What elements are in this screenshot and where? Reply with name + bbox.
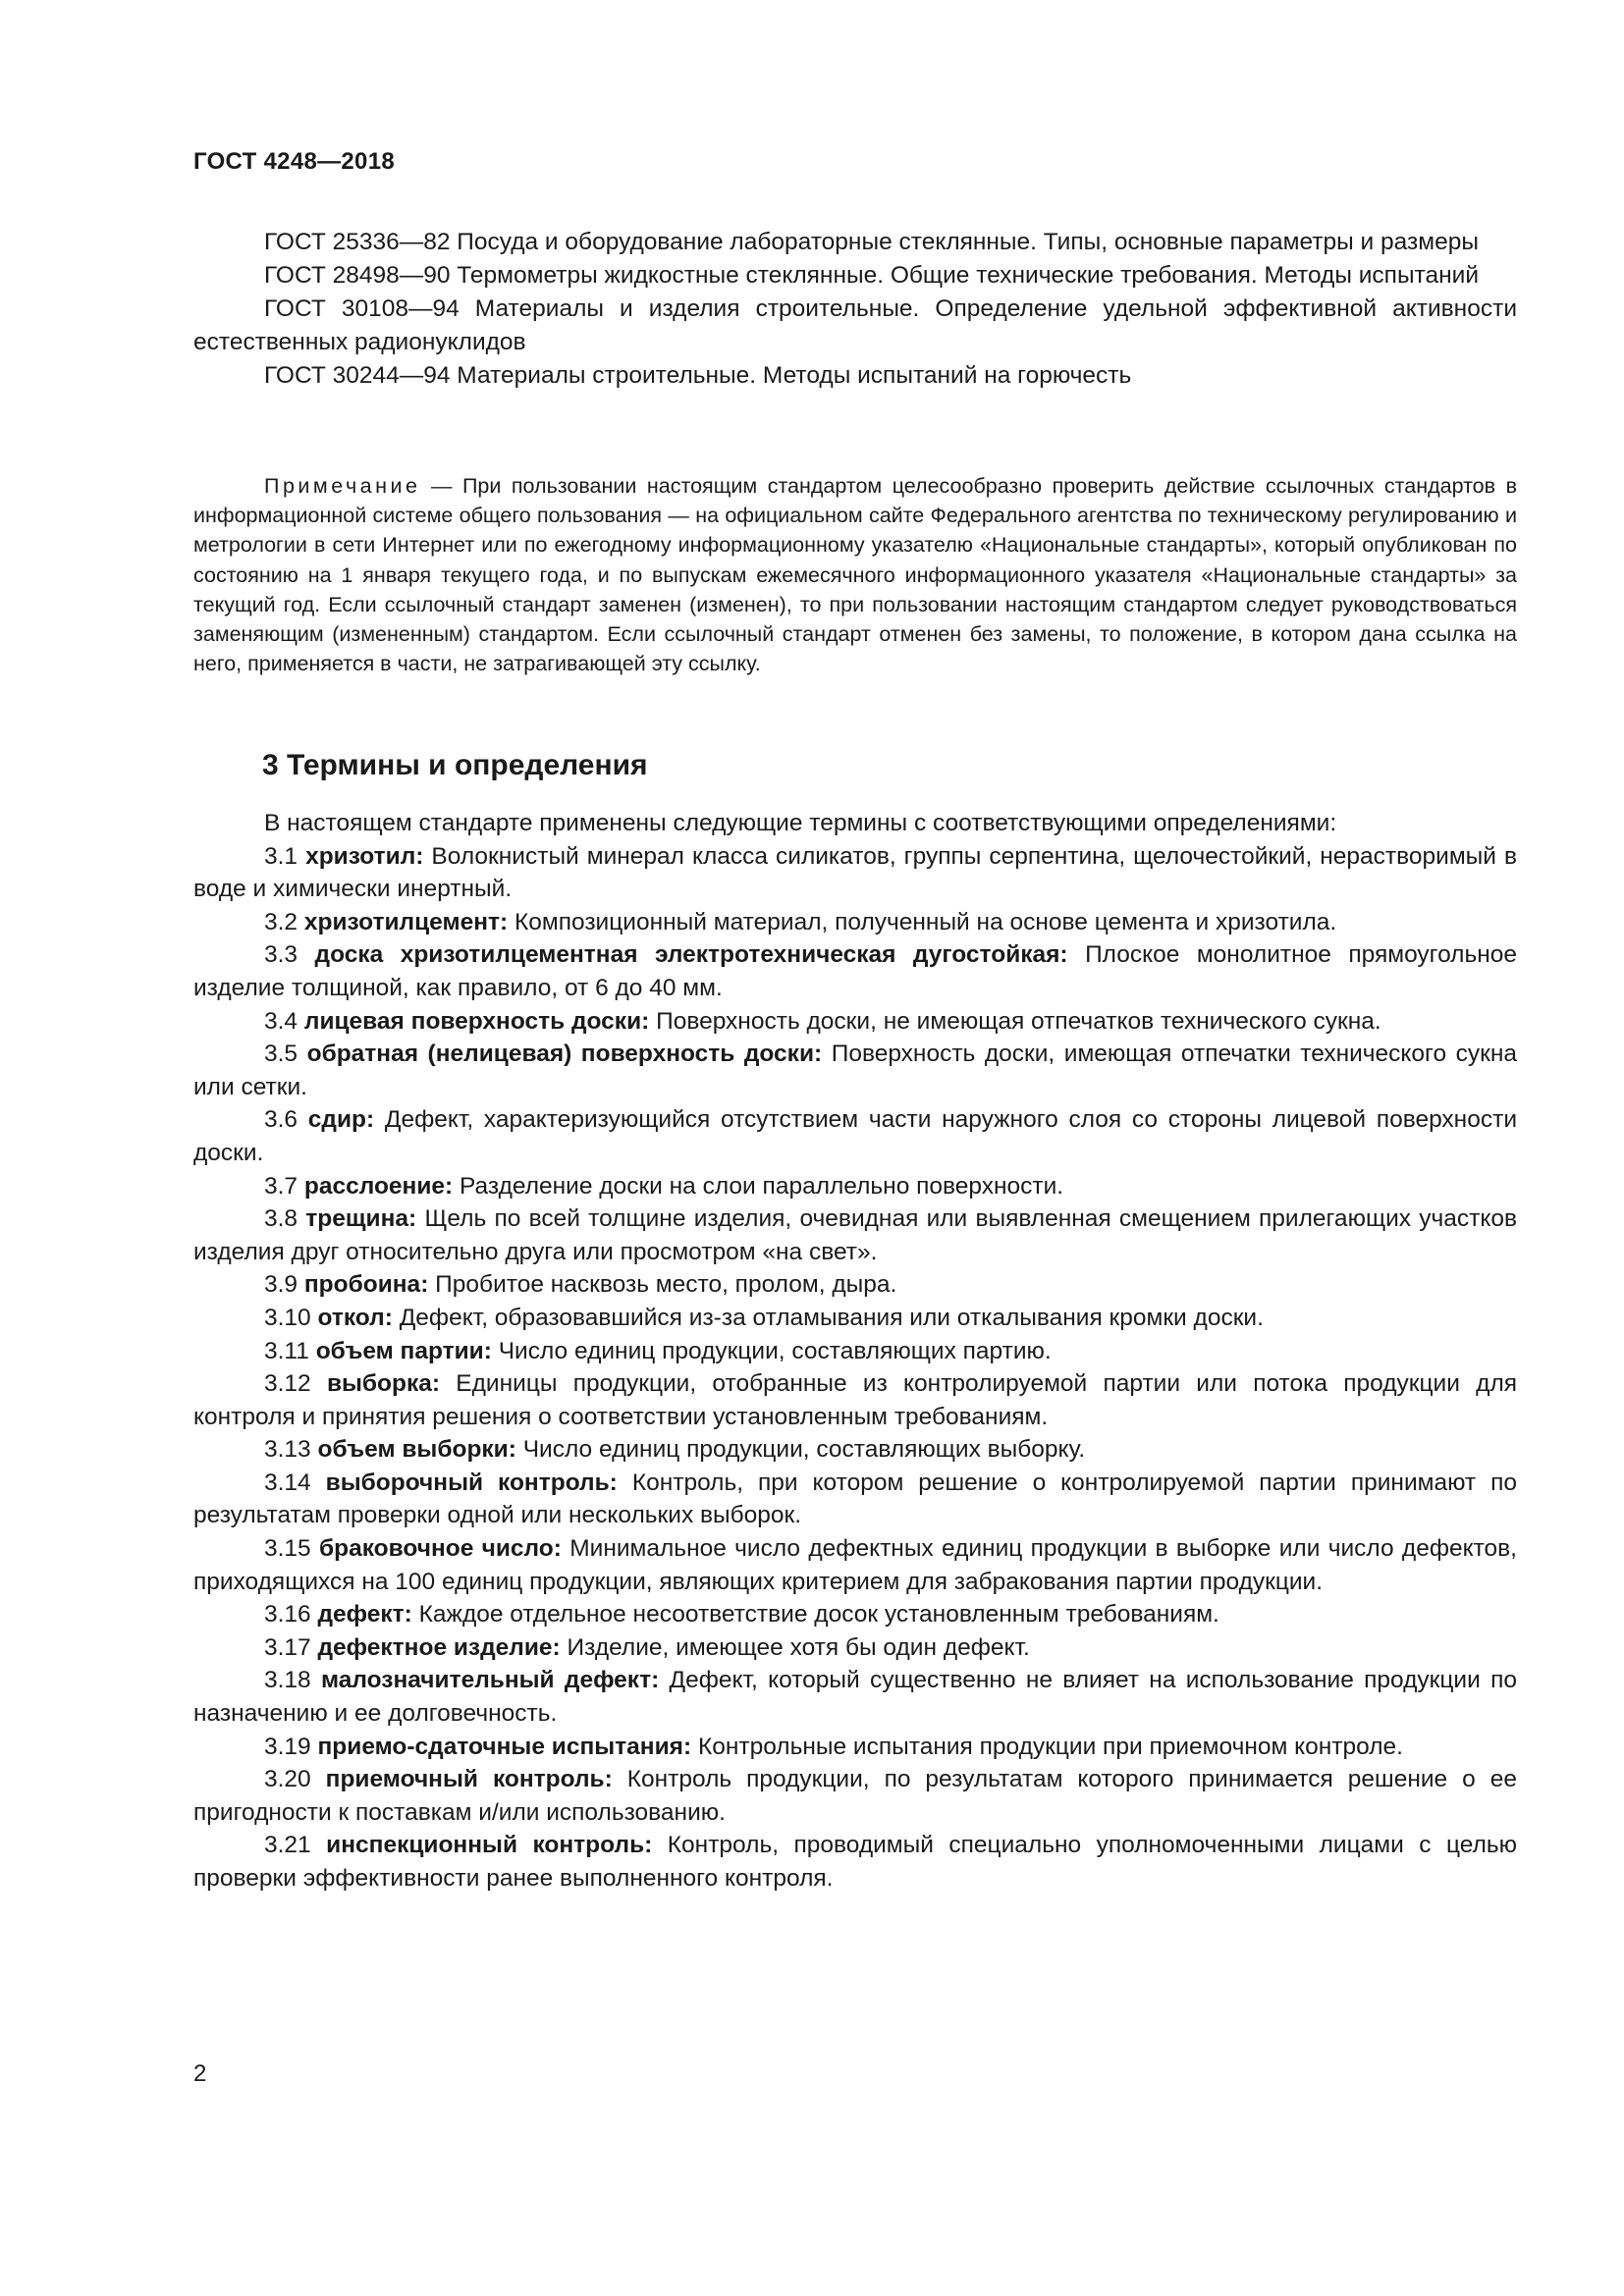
term-name: пробоина: — [303, 1271, 429, 1299]
term-definition: Щель по всей толщине изделия, очевидная или выявленная смещением прилегающих участков изделия друг относительно друга или просмотром «на свет». — [193, 1205, 1517, 1265]
term-definition: Контроль продукции, по результатам которого принимается решение о ее пригодности к поставкам и/или использованию. — [193, 1766, 1518, 1826]
term-number: 3.7 — [264, 1172, 298, 1200]
term-definition: Плоское монолитное прямоугольное изделие толщиной, как правило, от 6 до 40 мм. — [193, 941, 1517, 1001]
term-name: дефект: — [317, 1601, 412, 1629]
term-entry — [193, 1202, 1517, 1268]
term-name: дефектное изделие: — [317, 1633, 561, 1661]
term-definition: Единицы продукции, отобранные из контролируемой партии или потока продукции для контроля и принятия решения о соответствии установленным требованиям. — [193, 1370, 1518, 1430]
section-intro: В настоящем стандарте применены следующие термины с соответствующими определениями: — [264, 810, 1337, 836]
term-number: 3.21 — [264, 1832, 311, 1859]
term-entry — [193, 840, 1517, 906]
term-name: трещина: — [305, 1205, 417, 1233]
term-number: 3.1 — [264, 842, 298, 870]
term-definition: Пробитое насквозь место, пролом, дыра. — [435, 1271, 897, 1299]
term-name: обратная (нелицевая) поверхность доски: — [306, 1041, 823, 1068]
term-entry — [193, 1532, 1517, 1598]
term-entry — [193, 1367, 1517, 1433]
term-number: 3.12 — [264, 1370, 311, 1398]
term-entry — [193, 938, 1517, 1004]
term-name: откол: — [317, 1304, 393, 1331]
term-entry — [193, 1170, 1517, 1203]
term-definition: Дефект, образовавшийся из-за отламывания или откалывания кромки доски. — [399, 1304, 1264, 1331]
term-entry — [193, 1268, 1517, 1302]
normative-references-list — [193, 226, 1517, 393]
term-name: хризотилцемент: — [303, 908, 509, 935]
term-definition: Минимальное число дефектных единиц продукции в выборке или число дефектов, приходящихся на 100 единиц продукции, являющих критерием для забракования партии продукции. — [193, 1535, 1517, 1595]
term-definition: Контрольные испытания продукции при приемочном контроле. — [697, 1733, 1403, 1760]
term-definition: Число единиц продукции, составляющих партию. — [498, 1337, 1052, 1364]
term-definition: Число единиц продукции, составляющих выборку. — [522, 1436, 1086, 1464]
reference-item: ГОСТ 30244—94 Материалы строительные. Методы испытаний на горючесть — [264, 362, 1132, 389]
term-definition: Поверхность доски, имеющая отпечатки технического сукна или сетки. — [193, 1041, 1517, 1100]
term-name: сдир: — [307, 1106, 375, 1134]
term-name: приемо-сдаточные испытания: — [317, 1733, 692, 1760]
term-number: 3.20 — [264, 1766, 311, 1793]
term-name: инспекционный контроль: — [326, 1832, 653, 1859]
term-definition: Композиционный материал, полученный на основе цемента и хризотила. — [514, 908, 1337, 935]
term-definition: Контроль, проводимый специально уполномоченными лицами с целью проверки эффективности ранее выполненного контроля. — [193, 1832, 1518, 1892]
term-definition: Волокнистый минерал класса силикатов, группы серпентина, щелочестойкий, нерастворимый в воде и химически инертный. — [193, 842, 1517, 903]
term-entry — [193, 1335, 1517, 1368]
term-entry — [193, 906, 1517, 939]
term-number: 3.8 — [264, 1205, 298, 1233]
term-name: выборка: — [326, 1370, 441, 1398]
terms-list — [193, 807, 1517, 1896]
term-entry — [193, 1664, 1517, 1730]
term-name: браковочное число: — [319, 1535, 562, 1563]
term-number: 3.13 — [264, 1436, 311, 1464]
note-block — [193, 471, 1517, 678]
term-name: объем выборки: — [317, 1436, 516, 1464]
term-name: хризотил: — [305, 842, 424, 870]
term-entry — [193, 1598, 1517, 1631]
term-number: 3.16 — [264, 1601, 311, 1629]
term-entry — [193, 1467, 1517, 1532]
term-entry — [193, 1005, 1517, 1039]
term-number: 3.4 — [264, 1007, 298, 1035]
term-entry — [193, 1631, 1517, 1665]
note-label: Примечание — [264, 474, 421, 498]
term-number: 3.10 — [264, 1304, 311, 1331]
term-number: 3.17 — [264, 1633, 311, 1661]
term-number: 3.9 — [264, 1271, 298, 1299]
term-entry — [193, 1038, 1517, 1103]
term-definition: Разделение доски на слои параллельно поверхности. — [460, 1172, 1064, 1200]
term-number: 3.6 — [264, 1106, 298, 1134]
term-number: 3.15 — [264, 1535, 311, 1563]
reference-item: ГОСТ 25336—82 Посуда и оборудование лабораторные стеклянные. Типы, основные параметры и размеры — [264, 229, 1479, 255]
term-entry — [193, 1302, 1517, 1335]
term-entry — [193, 1731, 1517, 1764]
term-name: доска хризотилцементная электротехническая дугостойкая: — [314, 941, 1068, 969]
term-entry — [193, 1433, 1517, 1467]
term-number: 3.19 — [264, 1733, 311, 1760]
term-name: лицевая поверхность доски: — [303, 1007, 650, 1035]
term-number: 3.2 — [264, 908, 298, 935]
term-name: объем партии: — [315, 1337, 492, 1364]
term-number: 3.5 — [264, 1041, 298, 1068]
term-definition: Каждое отдельное несоответствие досок установленным требованиям. — [418, 1601, 1219, 1629]
reference-item: ГОСТ 28498—90 Термометры жидкостные стеклянные. Общие технические требования. Методы испытаний — [264, 262, 1480, 289]
term-name: выборочный контроль: — [325, 1468, 618, 1496]
term-number: 3.14 — [264, 1468, 311, 1496]
term-definition: Контроль, при котором решение о контролируемой партии принимают по результатам проверки одной или нескольких выборок. — [193, 1468, 1518, 1529]
document-code-header: ГОСТ 4248—2018 — [193, 148, 396, 175]
term-name: малозначительный дефект: — [320, 1667, 660, 1694]
term-definition: Изделие, имеющее хотя бы один дефект. — [567, 1633, 1030, 1661]
term-entry — [193, 1763, 1517, 1829]
reference-item: ГОСТ 30108—94 Материалы и изделия строительные. Определение удельной эффективной активности естественных радионуклидов — [193, 295, 1517, 355]
section-title: 3 Термины и определения — [262, 749, 648, 781]
page-number: 2 — [193, 2060, 207, 2087]
term-definition: Поверхность доски, не имеющая отпечатков технического сукна. — [656, 1007, 1381, 1035]
term-definition: Дефект, который существенно не влияет на использование продукции по назначению и ее долговечность. — [193, 1667, 1517, 1728]
term-name: приемочный контроль: — [325, 1766, 613, 1793]
term-number: 3.18 — [264, 1667, 311, 1694]
term-entry — [193, 1829, 1517, 1895]
term-name: расслоение: — [303, 1172, 454, 1200]
term-number: 3.11 — [264, 1337, 309, 1364]
term-definition: Дефект, характеризующийся отсутствием части наружного слоя со стороны лицевой поверхности доски. — [193, 1106, 1517, 1166]
term-entry — [193, 1103, 1517, 1169]
note-text: — При пользовании настоящим стандартом целесообразно проверить действие ссылочных стандартов в информационной системе общего пользования — на официальном сайте Федерального агентства по техническому регулированию и метрологии в сети Интернет или по ежегодному информационному указателю «Национальные стандарты», который опубликован по состоянию на 1 января текущего года, и по выпускам ежемесячного информационного указателя «Национальные стандарты» за текущий год. Если ссылочный стандарт заменен (изменен), то при пользовании настоящим стандартом следует руководствоваться заменяющим (измененным) стандартом. Если ссылочный стандарт отменен без замены, то положение, в котором дана ссылка на него, применяется в части, не затрагивающей эту ссылку. — [193, 474, 1517, 676]
term-number: 3.3 — [264, 941, 298, 969]
